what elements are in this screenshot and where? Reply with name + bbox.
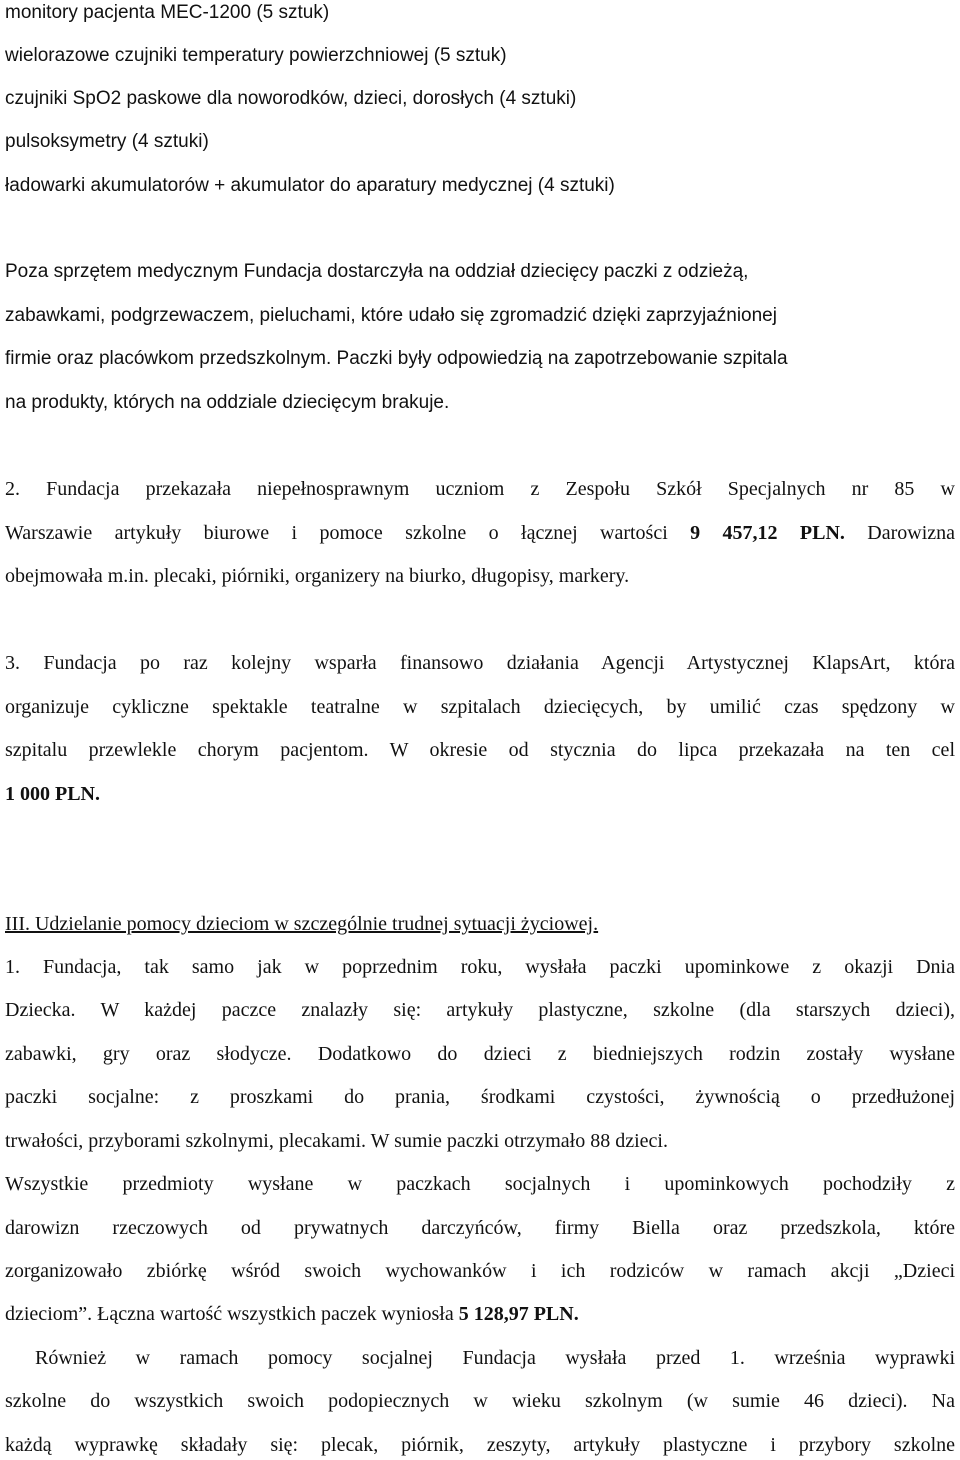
point-2-text: Warszawie artykuły biurowe i pomoce szkolne o łącznej wartości — [5, 522, 691, 544]
section-3-p1-line: paczki socjalne: z proszkami do prania, środkami czystości, żywnością o przedłużonej — [5, 1086, 955, 1108]
section-heading: III. Udzielanie pomocy dzieciom w szczególnie trudnej sytuacji życiowej. — [5, 913, 599, 935]
section-3-p1-line: trwałości, przyborami szkolnymi, plecakami. W sumie paczki otrzymało 88 dzieci. — [5, 1130, 668, 1152]
point-3-line: organizuje cykliczne spektakle teatralne w szpitalach dziecięcych, by umilić czas spędzony w — [5, 696, 955, 718]
point-3-line: 3. Fundacja po raz kolejny wsparła finansowo działania Agencji Artystycznej KlapsArt, która — [5, 652, 955, 674]
point-2-text: Darowizna — [844, 522, 956, 544]
section-3-p1-line: Dziecka. W każdej paczce znalazły się: artykuły plastyczne, szkolne (dla starszych dzieci), — [5, 999, 955, 1021]
section-3-p2-line — [5, 1302, 579, 1326]
packages-paragraph-line: firmie oraz placówkom przedszkolnym. Paczki były odpowiedzią na zapotrzebowanie szpitala — [5, 348, 788, 369]
equipment-item: wielorazowe czujniki temperatury powierzchniowej (5 sztuk) — [5, 45, 507, 66]
packages-paragraph-line: na produkty, których na oddziale dziecięcym brakuje. — [5, 392, 450, 413]
equipment-item: monitory pacjenta MEC-1200 (5 sztuk) — [5, 2, 330, 23]
equipment-item: czujniki SpO2 paskowe dla noworodków, dzieci, dorosłych (4 sztuki) — [5, 88, 577, 109]
point-2-line — [5, 521, 955, 545]
section-3-p2-line: Wszystkie przedmioty wysłane w paczkach socjalnych i upominkowych pochodziły z — [5, 1173, 955, 1195]
packages-paragraph-line: Poza sprzętem medycznym Fundacja dostarczyła na oddział dziecięcy paczki z odzieżą, — [5, 261, 749, 282]
section-3-p2-text: dzieciom”. Łączna wartość wszystkich paczek wyniosła — [5, 1303, 459, 1325]
point-3-amount: 1 000 PLN. — [5, 783, 100, 805]
point-2-line: 2. Fundacja przekazała niepełnosprawnym uczniom z Zespołu Szkół Specjalnych nr 85 w — [5, 478, 955, 500]
equipment-item: ładowarki akumulatorów + akumulator do aparatury medycznej (4 sztuki) — [5, 175, 615, 196]
equipment-item: pulsoksymetry (4 sztuki) — [5, 131, 209, 152]
section-3-p2-line: darowizn rzeczowych od prywatnych darczyńców, firmy Biella oraz przedszkola, które — [5, 1217, 955, 1239]
section-3-p2-amount: 5 128,97 PLN. — [458, 1303, 579, 1325]
section-3-p3-line: szkolne do wszystkich swoich podopiecznych w wieku szkolnym (w sumie 46 dzieci). Na — [5, 1390, 955, 1412]
packages-paragraph-line: zabawkami, podgrzewaczem, pieluchami, które udało się zgromadzić dzięki zaprzyjaźnionej — [5, 305, 777, 326]
section-3-p2-line: zorganizowało zbiórkę wśród swoich wychowanków i ich rodziców w ramach akcji „Dzieci — [5, 1260, 955, 1282]
section-3-p3-line: Również w ramach pomocy socjalnej Fundacja wysłała przed 1. września wyprawki — [35, 1347, 955, 1369]
section-3-p3-line: każdą wyprawkę składały się: plecak, piórnik, zeszyty, artykuły plastyczne i przybory szkolne — [5, 1434, 955, 1456]
point-2-amount: 9 457,12 PLN. — [690, 522, 845, 544]
point-2-line: obejmowała m.in. plecaki, piórniki, organizery na biurko, długopisy, markery. — [5, 565, 630, 587]
section-3-p1-line: 1. Fundacja, tak samo jak w poprzednim roku, wysłała paczki upominkowe z okazji Dnia — [5, 956, 955, 978]
point-3-line: szpitalu przewlekle chorym pacjentom. W okresie od stycznia do lipca przekazała na ten cel — [5, 739, 955, 761]
section-3-p1-line: zabawki, gry oraz słodycze. Dodatkowo do dzieci z biedniejszych rodzin zostały wysłane — [5, 1043, 955, 1065]
